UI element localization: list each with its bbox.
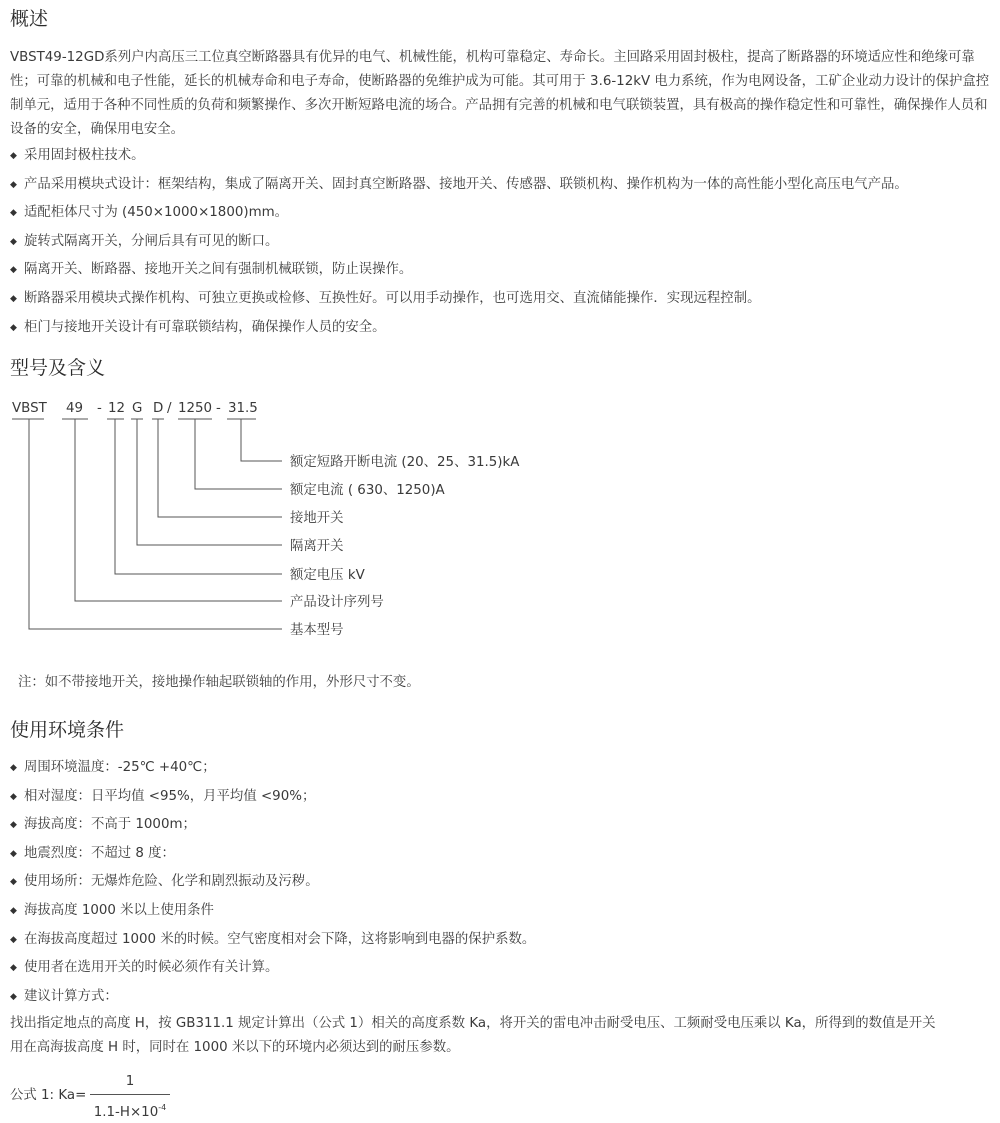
- meaning-earthing-switch: 接地开关: [290, 511, 344, 526]
- model-code-diagram: [0, 390, 600, 650]
- diamond-bullet-icon: ◆: [10, 877, 17, 888]
- overview-feature-list: [10, 142, 992, 342]
- list-item: ◆ 旋转式隔离开关，分闸后具有可见的断口。: [10, 228, 992, 257]
- leader-line: [29, 419, 282, 629]
- formula-label: 公式 1: Ka=: [10, 1088, 87, 1103]
- meaning-design-number: 产品设计序列号: [290, 595, 384, 610]
- code-part-design-number: 49: [66, 401, 84, 416]
- diamond-bullet-icon: ◆: [10, 151, 17, 161]
- list-item: ◆ 海拔高度 1000 米以上使用条件: [10, 897, 992, 926]
- overview-title: 概述: [10, 8, 49, 30]
- code-part-voltage: 12: [108, 401, 126, 416]
- code-part-separator: -: [97, 401, 102, 416]
- list-item: ◆ 柜门与接地开关设计有可靠联锁结构，确保操作人员的安全。: [10, 314, 992, 343]
- overview-paragraph: VBST49-12GD系列户内高压三工位真空断路器具有优异的电气、机械性能，机构可靠稳定、寿命长。主回路采用固封极柱，提高了断路器的环境适应性和绝缘可靠性；可靠的机械和电子性能，延长的机械寿命和电子寿命，使断路器的免维护成为可能。其可用于 3.6-12kV 电力系统，作为电网设备，工矿企业动力设计的保护盒控制单元，适用于各种不同性质的负荷和频繁操作、多次开断短路电流的场合。产品拥有完善的机械和电气联锁装置，具有极高的操作稳定性和可靠性，确保操作人员和设备的安全，确保用电安全。: [10, 50, 990, 137]
- list-item: ◆ 地震烈度：不超过 8 度：: [10, 840, 992, 869]
- diamond-bullet-icon: ◆: [10, 208, 17, 219]
- list-item: ◆ 采用固封极柱技术。: [10, 142, 992, 171]
- diamond-bullet-icon: ◆: [10, 763, 17, 773]
- leader-line: [115, 419, 282, 574]
- leader-line: [241, 419, 282, 461]
- diamond-bullet-icon: ◆: [10, 236, 17, 247]
- list-item: ◆ 建议计算方式：: [10, 983, 992, 1012]
- diamond-bullet-icon: ◆: [10, 322, 17, 333]
- environment-conditions-list: [10, 754, 992, 1011]
- list-item: ◆ 在海拔高度超过 1000 米的时候。空气密度相对会下降，这将影响到电器的保护系数。: [10, 926, 992, 955]
- meaning-rated-current: 额定电流 ( 630、1250)A: [290, 483, 445, 498]
- meaning-isolator: 隔离开关: [290, 539, 344, 554]
- code-part-isolator: G: [132, 401, 143, 416]
- fraction-bar: [90, 1094, 170, 1095]
- formula-1: [10, 1072, 410, 1120]
- meaning-rated-voltage: 额定电压 kV: [290, 568, 365, 583]
- leader-line: [137, 419, 282, 545]
- list-item: ◆ 断路器采用模块式操作机构、可独立更换或检修、互换性好。可以用手动操作，也可选用交、直流储能操作．实现远程控制。: [10, 285, 992, 314]
- code-part-slash: /: [167, 401, 172, 416]
- list-item: ◆ 隔离开关、断路器、接地开关之间有强制机械联锁，防止误操作。: [10, 256, 992, 285]
- diamond-bullet-icon: ◆: [10, 991, 17, 1002]
- code-part-current: 1250: [178, 401, 213, 416]
- leader-line: [158, 419, 282, 517]
- formula-denominator: $1.1-H\times 10^{-4}$: [93, 1103, 167, 1120]
- formula-numerator: 1: [125, 1074, 135, 1089]
- list-item: ◆ 产品采用模块式设计：框架结构，集成了隔离开关、固封真空断路器、接地开关、传感器、联锁机构、操作机构为一体的高性能小型化高压电气产品。: [10, 171, 992, 200]
- formula-fraction: [90, 1072, 170, 1123]
- leader-line: [195, 419, 282, 489]
- diamond-bullet-icon: ◆: [10, 293, 17, 304]
- diamond-bullet-icon: ◆: [10, 820, 17, 831]
- code-part-earthing: D: [153, 401, 164, 416]
- diamond-bullet-icon: ◆: [10, 905, 17, 916]
- meaning-basic-model: 基本型号: [290, 623, 344, 638]
- list-item: ◆ 使用者在选用开关的时候必须作有关计算。: [10, 954, 992, 983]
- environment-title: 使用环境条件: [10, 719, 125, 741]
- meaning-breaking-current: 额定短路开断电流 (20、25、31.5)kA: [290, 455, 520, 470]
- formula-exponent: -4: [158, 1103, 167, 1112]
- code-part-breaking-current: 31.5: [228, 401, 258, 416]
- diamond-bullet-icon: ◆: [10, 934, 17, 945]
- model-note: 注：如不带接地开关，接地操作轴起联锁轴的作用，外形尺寸不变。: [18, 675, 420, 690]
- code-part-separator: -: [216, 401, 221, 416]
- code-part-series: VBST: [12, 401, 47, 416]
- list-item: ◆ 适配柜体尺寸为 (450×1000×1800)mm。: [10, 199, 992, 228]
- diamond-bullet-icon: ◆: [10, 265, 17, 276]
- list-item: ◆ 周围环境温度：-25℃ +40℃；: [10, 754, 992, 783]
- list-item: ◆ 海拔高度：不高于 1000m；: [10, 811, 992, 840]
- diamond-bullet-icon: ◆: [10, 791, 17, 802]
- list-item: ◆ 使用场所：无爆炸危险、化学和剧烈振动及污秽。: [10, 868, 992, 897]
- model-title: 型号及含义: [10, 357, 106, 379]
- diamond-bullet-icon: ◆: [10, 179, 17, 190]
- diamond-bullet-icon: ◆: [10, 963, 17, 974]
- leader-lines: [29, 419, 282, 629]
- diamond-bullet-icon: ◆: [10, 848, 17, 859]
- list-item: ◆ 相对湿度：日平均值 <95%，月平均值 <90%；: [10, 783, 992, 812]
- altitude-calculation-paragraph: 找出指定地点的高度 H，按 GB311.1 规定计算出（公式 1）相关的高度系数 Ka，将开关的雷电冲击耐受电压、工频耐受电压乘以 Ka，所得到的数值是开关用在高海拔高度 H 时，同时在 1000 米以下的环境内必须达到的耐压参数。: [10, 1016, 936, 1055]
